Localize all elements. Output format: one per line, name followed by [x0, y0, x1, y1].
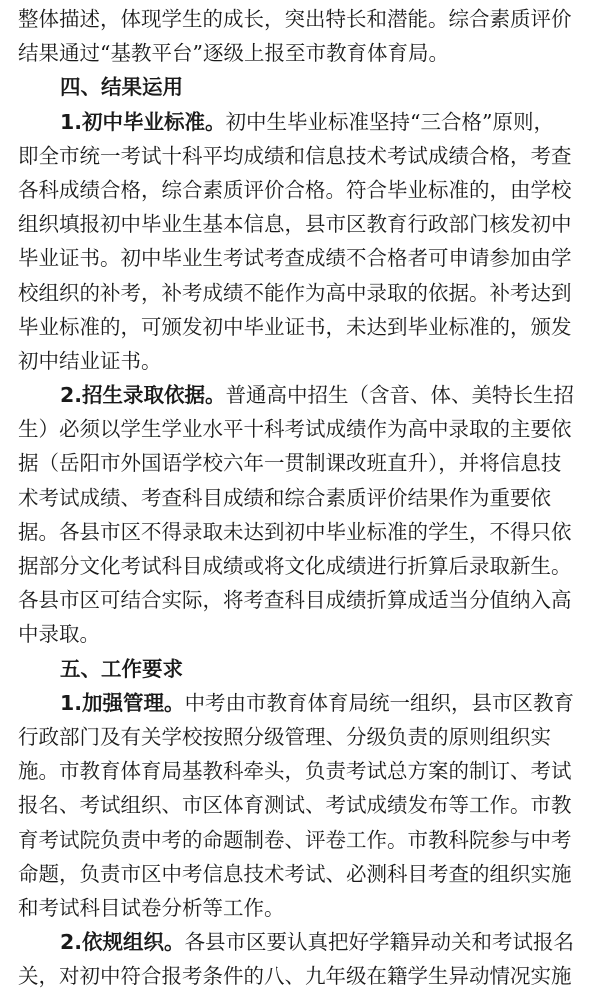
body-line: 校组织的补考，补考成绩不能作为高中录取的依据。补考达到	[18, 280, 572, 305]
body-text: 初中生毕业标准坚持“三合格”原则，	[225, 109, 555, 134]
paragraph-lead: 1.初中毕业标准。	[60, 109, 226, 134]
body-line: 施。市教育体育局基教科牵头，负责考试总方案的制订、考试	[18, 759, 572, 784]
body-text: 普通高中招生（含音、体、美特长生招	[225, 383, 575, 408]
body-line: 关，对初中符合报考条件的八、九年级在籍学生异动情况实施	[18, 964, 572, 989]
body-line: 命题，负责市区中考信息技术考试、必测科目考查的组织实施	[18, 861, 572, 886]
body-line: 结果通过“基教平台”逐级上报至市教育体育局。	[18, 41, 449, 66]
body-line: 据。各县市区不得录取未达到初中毕业标准的学生，不得只依	[18, 519, 572, 544]
body-line: 报名、考试组织、市区体育测试、考试成绩发布等工作。市教	[18, 793, 572, 818]
body-line: 毕业证书。初中毕业生考试考查成绩不合格者可申请参加由学	[18, 246, 572, 271]
body-line: 即全市统一考试十科平均成绩和信息技术考试成绩合格，考查	[18, 143, 572, 168]
body-line: 育考试院负责中考的命题制卷、评卷工作。市教科院参与中考	[18, 827, 572, 852]
body-line: 整体描述，体现学生的成长，突出特长和潜能。综合素质评价	[18, 7, 572, 31]
paragraph-lead: 1.加强管理。	[60, 690, 185, 715]
section-heading: 四、结果运用	[60, 75, 183, 100]
body-line: 各县市区可结合实际，将考查科目成绩折算成适当分值纳入高	[18, 588, 572, 613]
section-heading: 五、工作要求	[60, 656, 183, 681]
body-line: 术考试成绩、考查科目成绩和综合素质评价结果作为重要依	[18, 485, 551, 510]
body-line: 和考试科目试卷分析等工作。	[18, 895, 285, 920]
body-line: 组织填报初中毕业生基本信息，县市区教育行政部门核发初中	[18, 212, 572, 237]
body-text: 中考由市教育体育局统一组织，县市区教育	[184, 690, 575, 715]
body-line: 据（岳阳市外国语学校六年一贯制课改班直升），并将信息技	[18, 451, 562, 476]
paragraph-lead-line	[18, 105, 584, 139]
body-text: 各县市区要认真把好学籍异动关和考试报名	[184, 930, 575, 955]
body-line: 初中结业证书。	[18, 348, 162, 373]
body-line: 生）必须以学生学业水平十科考试成绩作为高中录取的主要依	[18, 417, 572, 442]
body-line: 中录取。	[18, 622, 100, 647]
paragraph-lead: 2.依规组织。	[60, 930, 185, 955]
body-line: 行政部门及有关学校按照分级管理、分级负责的原则组织实	[18, 724, 551, 749]
document-page	[18, 2, 584, 993]
body-line: 毕业标准的，可颁发初中毕业证书，未达到毕业标准的，颁发	[18, 314, 572, 339]
body-line: 据部分文化考试科目成绩或将文化成绩进行折算后录取新生。	[18, 554, 572, 578]
paragraph-lead-line	[18, 378, 584, 412]
body-line: 各科成绩合格，综合素质评价合格。符合毕业标准的，由学校	[18, 177, 572, 202]
paragraph-lead-line	[18, 925, 584, 959]
paragraph-lead-line	[18, 686, 584, 720]
paragraph-lead: 2.招生录取依据。	[60, 383, 226, 408]
